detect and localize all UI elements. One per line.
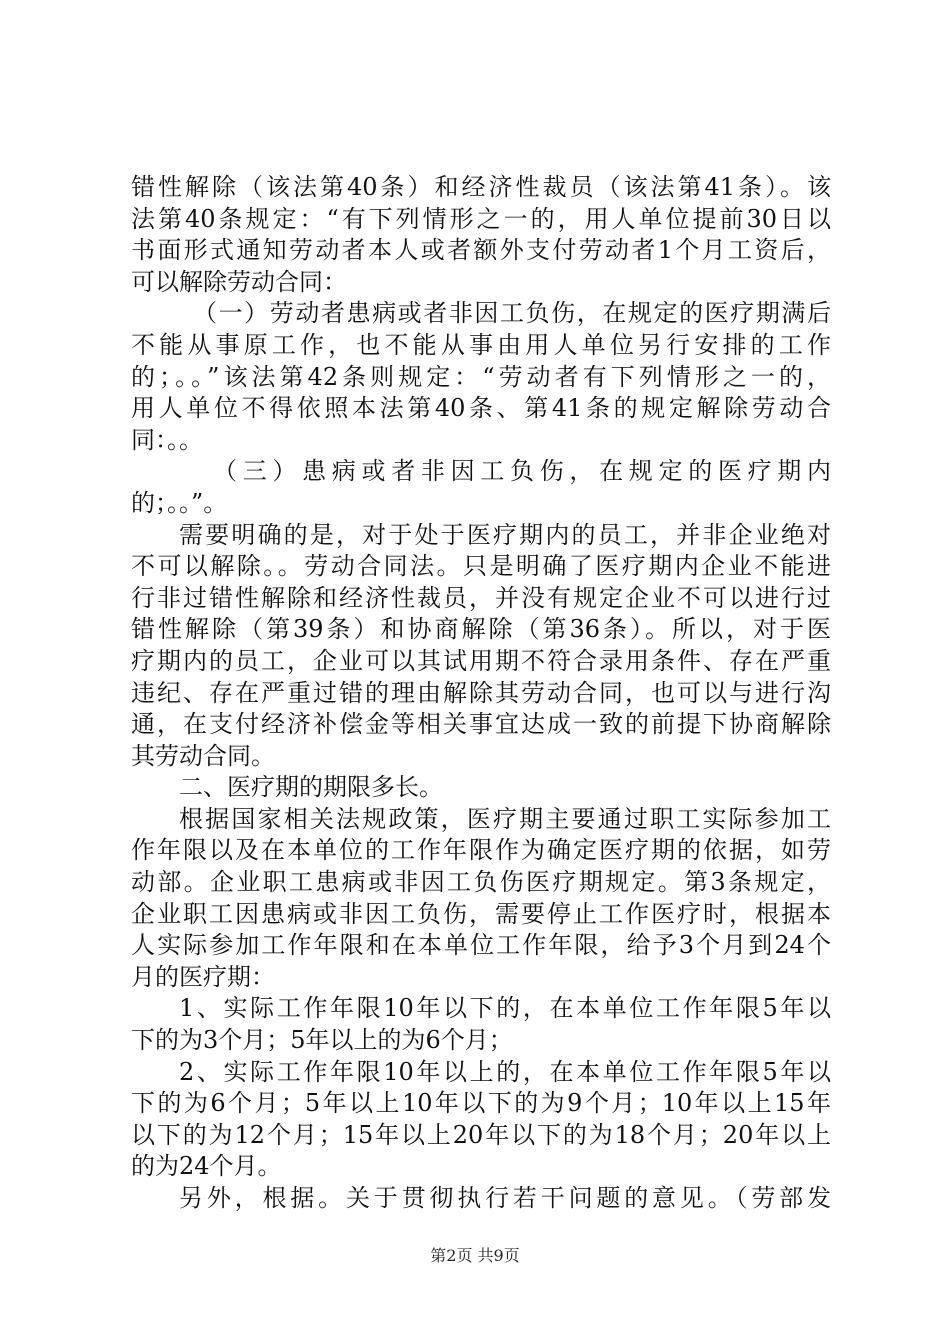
text-line: 人实际参加工作年限和在本单位工作年限，给予3个月到24个 xyxy=(131,931,831,960)
text-line: 不能从事原工作，也不能从事由用人单位另行安排的工作 xyxy=(131,330,831,359)
document-body xyxy=(131,172,831,1215)
text-line: 月的医疗期： xyxy=(131,962,275,991)
text-line: 企业职工因患病或非因工负伤，需要停止工作医疗时，根据本 xyxy=(131,899,831,928)
text-line: 违纪、存在严重过错的理由解除其劳动合同，也可以与进行沟 xyxy=(131,678,831,707)
text-line: 错性解除（第39条）和协商解除（第36条）。所以，对于医 xyxy=(131,615,831,644)
text-line: 法第40条规定：“有下列情形之一的，用人单位提前30日以 xyxy=(131,204,831,233)
text-line: 的为24个月。 xyxy=(131,1152,282,1181)
text-line: 需要明确的是，对于处于医疗期内的员工，并非企业绝对 xyxy=(179,520,831,549)
text-line: 其劳动合同。 xyxy=(131,741,275,770)
text-line: 以下的为12个月；15年以上20年以下的为18个月；20年以上 xyxy=(131,1120,831,1149)
text-line: 二、医疗期的期限多长。 xyxy=(179,773,443,802)
text-line: 另外，根据。关于贯彻执行若干问题的意见。（劳部发 xyxy=(179,1184,831,1212)
text-line: 通，在支付经济补偿金等相关事宜达成一致的前提下协商解除 xyxy=(131,710,831,739)
text-line: 书面形式通知劳动者本人或者额外支付劳动者1个月工资后， xyxy=(131,236,831,265)
text-line: 错性解除（该法第40条）和经济性裁员（该法第41条）。该 xyxy=(131,173,831,201)
text-line: 下的为3个月；5年以上的为6个月； xyxy=(131,1026,513,1055)
text-line: 动部。企业职工患病或非因工负伤医疗期规定。第3条规定， xyxy=(131,868,831,897)
text-line: 用人单位不得依照本法第40条、第41条的规定解除劳动合 xyxy=(131,394,831,423)
text-line: 的；。。”该法第42条则规定：“劳动者有下列情形之一的， xyxy=(131,362,831,391)
text-line: 下的为6个月；5年以上10年以下的为9个月；10年以上15年 xyxy=(131,1089,831,1118)
text-line: 作年限以及在本单位的工作年限作为确定医疗期的依据，如劳 xyxy=(131,836,831,865)
text-line: 可以解除劳动合同： xyxy=(131,267,347,296)
text-line: 不可以解除。。劳动合同法。只是明确了医疗期内企业不能进 xyxy=(131,552,831,581)
text-line: 同：。。 xyxy=(131,425,203,454)
page-footer: 第2页 共9页 xyxy=(430,1246,520,1265)
text-line: （三）患病或者非因工负伤，在规定的医疗期内 xyxy=(213,457,831,486)
text-line: 的；。。”。 xyxy=(131,488,228,517)
text-line: 行非过错性解除和经济性裁员，并没有规定企业不可以进行过 xyxy=(131,583,831,612)
text-line: 2、实际工作年限10年以上的，在本单位工作年限5年以 xyxy=(179,1057,831,1086)
text-line: 根据国家相关法规政策，医疗期主要通过职工实际参加工 xyxy=(179,804,831,833)
text-line: 1、实际工作年限10年以下的，在本单位工作年限5年以 xyxy=(179,994,831,1023)
text-line: （一）劳动者患病或者非因工负伤，在规定的医疗期满后 xyxy=(193,299,831,328)
text-line: 疗期内的员工，企业可以其试用期不符合录用条件、存在严重 xyxy=(131,646,831,675)
